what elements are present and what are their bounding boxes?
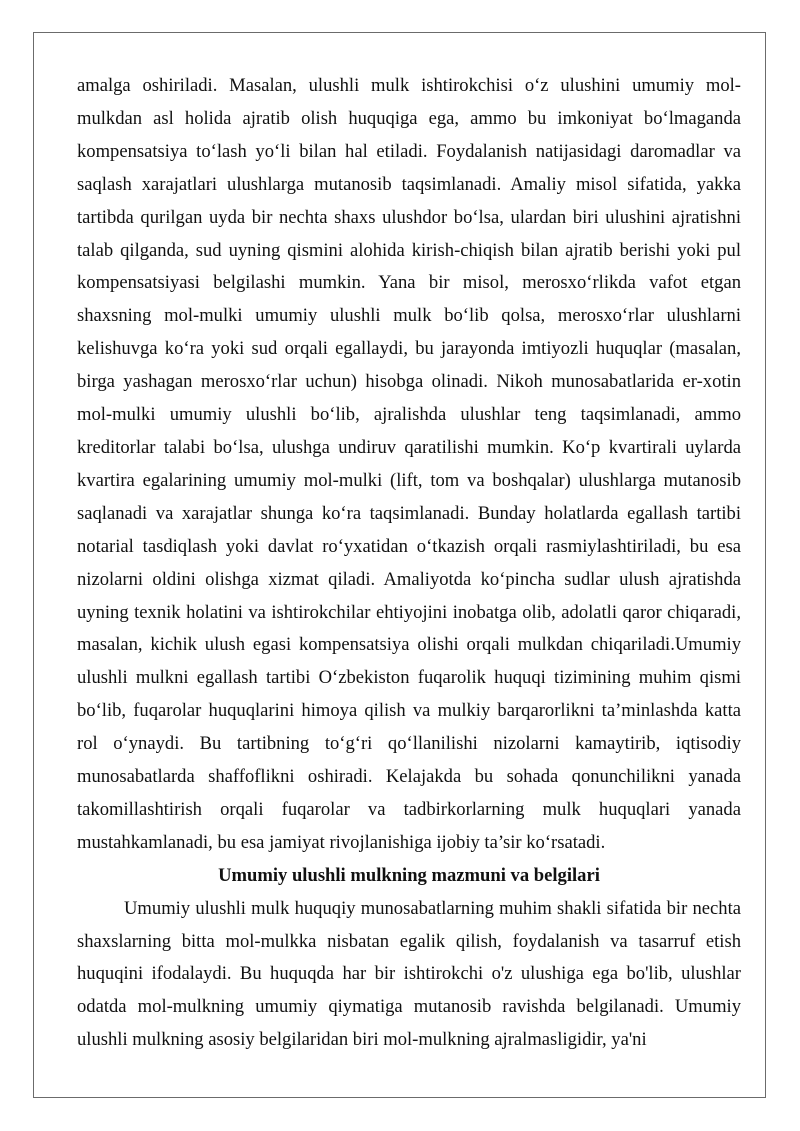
document-body bbox=[77, 70, 741, 1057]
body-paragraph: Umumiy ulushli mulk huquqiy munosabatlarning muhim shakli sifatida bir nechta shaxslarning bitta mol-mulkka nisbatan egalik qilish, foydalanish va tasarruf etish huquqini ifodalaydi. Bu huquqda har bir ishtirokchi o'z ulushiga ega bo'lib, ulushlar odatda mol-mulkning umumiy qiymatiga mutanosib ravishda belgilanadi. Umumiy ulushli mulkning asosiy belgilaridan biri mol-mulkning ajralmasligidir, ya'ni bbox=[77, 897, 741, 1051]
section-heading: Umumiy ulushli mulkning mazmuni va belgilari bbox=[218, 864, 600, 886]
body-paragraph: amalga oshiriladi. Masalan, ulushli mulk ishtirokchisi o‘z ulushini umumiy mol-mulkdan asl holida ajratib olish huquqiga ega, ammo bu imkoniyat bo‘lmaganda kompensatsiya to‘lash yo‘li bilan hal etiladi. Foydalanish natijasidagi daromadlar va saqlash xarajatlari ulushlarga mutanosib taqsimlanadi. Amaliy misol sifatida, yakka tartibda qurilgan uyda bir nechta shaxs ulushdor bo‘lsa, ulardan biri ulushini ajratishni talab qilganda, sud uyning qismini alohida kirish-chiqish bilan ajratib berishi yoki pul kompensatsiyasi belgilashi mumkin. Yana bir misol, merosxo‘rlikda vafot etgan shaxsning mol-mulki umumiy ulushli mulk bo‘lib qolsa, merosxo‘rlar ulushlarni kelishuvga ko‘ra yoki sud orqali egallaydi, bu jarayonda imtiyozli huquqlar (masalan, birga yashagan merosxo‘rlar uchun) hisobga olinadi. Nikoh munosabatlarida er-xotin mol-mulki umumiy ulushli bo‘lib, ajralishda ulushlar teng taqsimlanadi, ammo kreditorlar talabi bo‘lsa, ulushga undiruv qaratilishi mumkin. Ko‘p kvartirali uylarda kvartira egalarining umumiy mol-mulki (lift, tom va boshqalar) ulushlarga mutanosib saqlanadi va xarajatlar shunga ko‘ra taqsimlanadi. Bunday holatlarda egallash tartibi notarial tasdiqlash yoki davlat ro‘yxatidan o‘tkazish orqali rasmiylashtiriladi, bu esa nizolarni oldini olishga xizmat qiladi. Amaliyotda ko‘pincha sudlar ulush ajratishda uyning texnik holatini va ishtirokchilar ehtiyojini inobatga olib, adolatli qaror chiqaradi, masalan, kichik ulush egasi kompensatsiya olishi orqali mulkdan chiqariladi.Umumiy ulushli mulkni egallash tartibi O‘zbekiston fuqarolik huquqi tizimining muhim qismi bo‘lib, fuqarolar huquqlarini himoya qilish va mulkiy barqarorlikni ta’minlashda katta rol o‘ynaydi. Bu tartibning to‘g‘ri qo‘llanilishi nizolarni kamaytirib, iqtisodiy munosabatlarda shaffoflikni oshiradi. Kelajakda bu sohada qonunchilikni yanada takomillashtirish orqali fuqarolar va tadbirkorlarning mulk huquqlari yanada mustahkamlanadi, bu esa jamiyat rivojlanishiga ijobiy ta’sir ko‘rsatadi. bbox=[77, 75, 741, 853]
